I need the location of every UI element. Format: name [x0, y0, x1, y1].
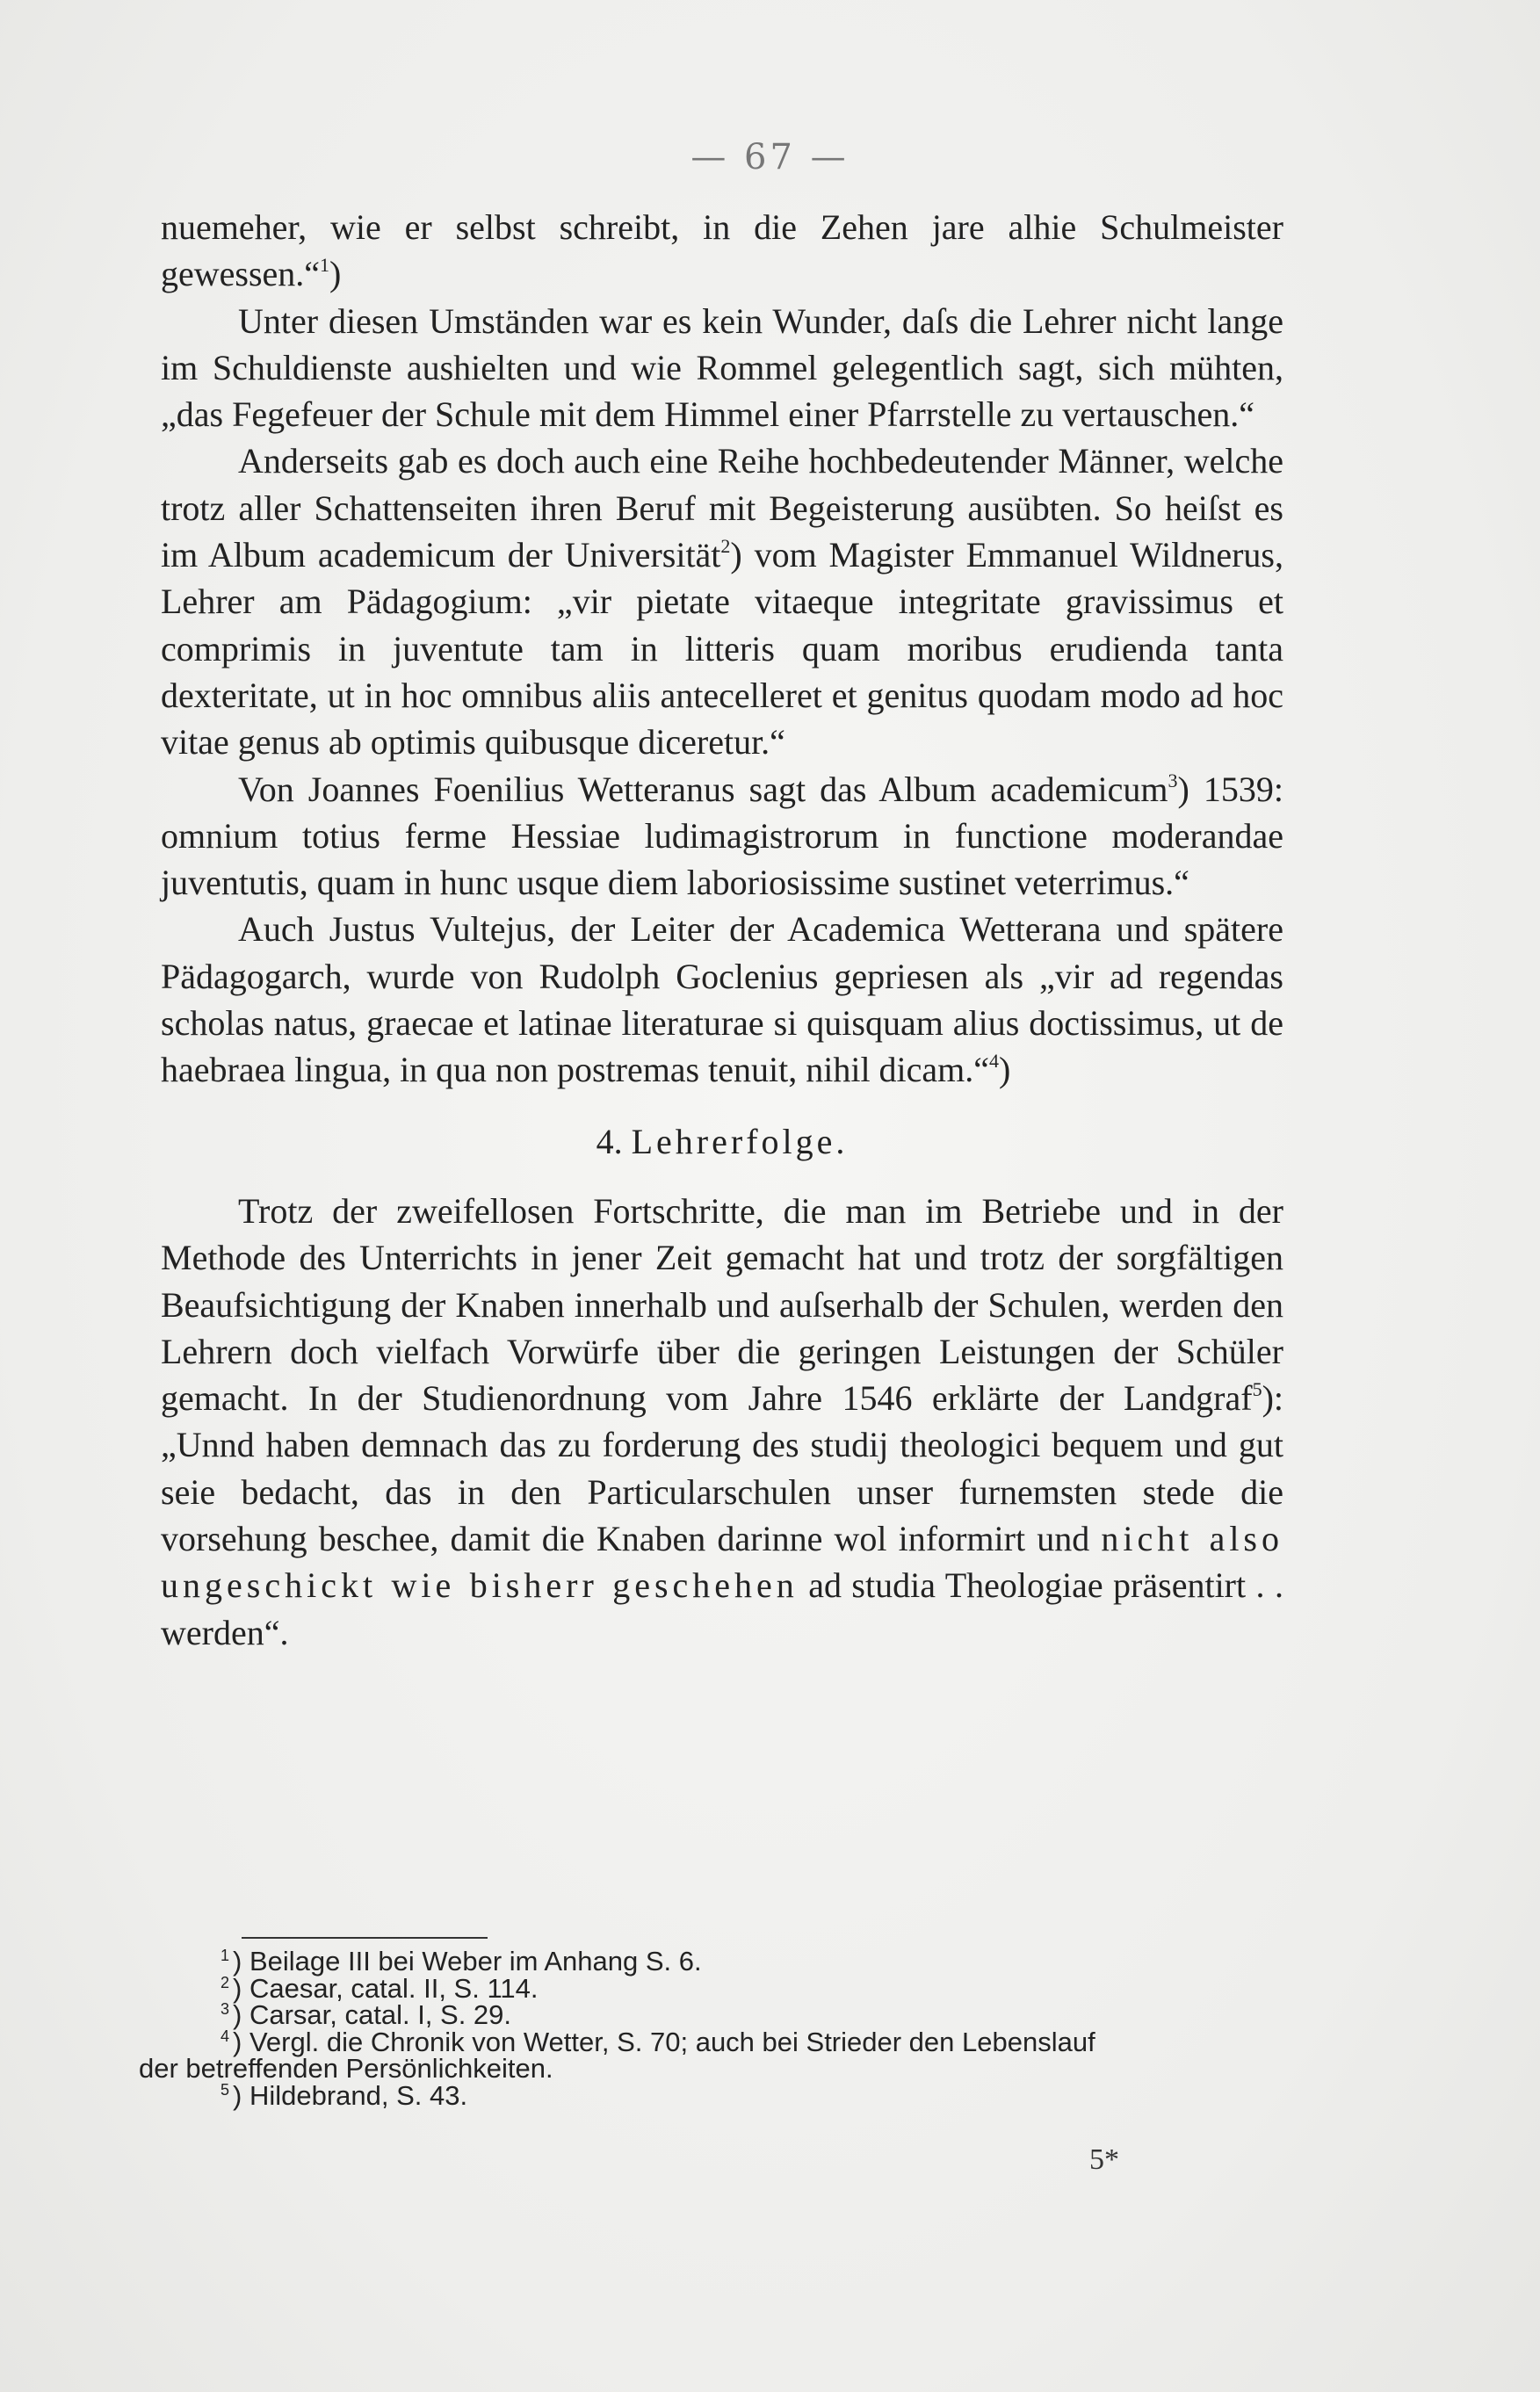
body-text — [161, 204, 1283, 1656]
text-run: ) vom Magister Emmanuel Wildnerus, Lehrer am Pädagogium: „vir pietate vitaeque integritate gravissimus et comprimis in juventute tam in litteris quam moribus erudienda tanta dexteritate, ut in hoc omnibus aliis antecelleret et genitus quodam modo ad hoc vitae genus ab optimis quibusque diceretur.“ — [161, 535, 1283, 762]
text-run: ): „Unnd haben demnach das zu forderung des studij theologici bequem und gut seie bedacht, das in den Particularschulen unser furnemsten stede die vorsehung beschee, damit die Knaben darinne wol informirt und — [161, 1378, 1283, 1559]
paragraph-3 — [161, 766, 1283, 907]
paragraph-4 — [161, 906, 1283, 1093]
footnote-mark: 5 — [221, 2080, 230, 2099]
signature-mark: 5* — [1089, 2143, 1119, 2176]
footnotes — [139, 1948, 1286, 2109]
footnote-text: Caesar, catal. II, S. 114. — [249, 1972, 539, 2004]
paragraph-0 — [161, 204, 1283, 298]
text-run: ) — [329, 254, 342, 294]
text-run: Von Joannes Foenilius Wetteranus sagt das Album academicum — [238, 769, 1168, 809]
footnote-text: Beilage III bei Weber im Anhang S. 6. — [249, 1946, 702, 1976]
footnote-separator — [242, 1937, 488, 1939]
footnote-3: $^3$ ) Carsar, catal. I, S. 29. — [221, 1999, 512, 2030]
footnote-ref-1[interactable]: 1 — [320, 254, 330, 277]
footnote-4-continuation: der betreffenden Persönlichkeiten. — [139, 2053, 553, 2084]
text-run: Anderseits gab es doch auch eine Reihe hochbedeutender Männer, welche trotz aller Schattenseiten ihren Beruf mit Begeisterung ausübten. So heiſst es im Album academicum der Universität — [161, 441, 1283, 575]
paragraph-2 — [161, 437, 1283, 765]
footnote-mark: 4 — [221, 2027, 230, 2045]
text-run: ad studia Theologiae präsentirt . . werden“. — [161, 1565, 1283, 1652]
footnote-ref-3[interactable]: 3 — [1168, 769, 1178, 791]
footnote-mark: 1 — [221, 1947, 230, 1964]
text-run: nuemeher, wie er selbst schreibt, in die Zehen jare alhie Schulmeister gewessen.“ — [161, 207, 1283, 294]
footnote-text: Hildebrand, S. 43. — [249, 2079, 468, 2111]
section-number: 4. — [596, 1121, 623, 1161]
footnote-1: $^1$ ) Beilage III bei Weber im Anhang S. 6. — [221, 1946, 702, 1976]
footnote-text: Vergl. die Chronik von Wetter, S. 70; auch bei Strieder den Lebenslauf — [249, 2026, 1095, 2057]
emphasized-text: nicht also ungeschickt wie bisherr geschehen — [161, 1519, 1283, 1606]
footnote-mark: 2 — [221, 1973, 230, 1991]
footnote-ref-5[interactable]: 5 — [1252, 1378, 1262, 1401]
footnote-mark: 3 — [221, 2000, 230, 2018]
footnote-text: Carsar, catal. I, S. 29. — [249, 1999, 512, 2030]
page-number: — 67 — — [690, 137, 850, 177]
footnote-5: $^5$ ) Hildebrand, S. 43. — [221, 2079, 468, 2111]
footnote-ref-2[interactable]: 2 — [720, 535, 731, 558]
text-run: ) — [999, 1050, 1011, 1090]
paragraph-1: Unter diesen Umständen war es kein Wunder, daſs die Lehrer nicht lange im Schuldienste aushielten und wie Rommel gelegentlich sagt, sich mühten, „das Fegefeuer der Schule mit dem Himmel einer Pfarrstelle zu vertauschen.“ — [161, 300, 1283, 435]
text-run: ) 1539: omnium totius ferme Hessiae ludimagistrorum in functione moderandae juventutis, quam in hunc usque diem laboriosissime sustinet veterrimus.“ — [161, 769, 1284, 903]
footnote-2: $^2$ ) Caesar, catal. II, S. 114. — [221, 1972, 539, 2004]
paragraph-5 — [161, 1188, 1283, 1656]
footnote-4: $^4$ ) Vergl. die Chronik von Wetter, S. 70; auch bei Strieder den Lebenslauf — [221, 2026, 1095, 2057]
text-run: Trotz der zweifellosen Fortschritte, die man im Betriebe und in der Methode des Unterrichts in jener Zeit gemacht hat und trotz der sorgfältigen Beaufsichtigung der Knaben innerhalb und auſserhalb der Schulen, werden den Lehrern doch vielfach Vorwürfe über die geringen Leistungen der Schüler gemacht. In der Studienordnung vom Jahre 1546 erklärte der Landgraf — [161, 1190, 1283, 1419]
text-run: Auch Justus Vultejus, der Leiter der Academica Wetterana und spätere Pädagogarch, wurde von Rudolph Goclenius gepriesen als „vir ad regendas scholas natus, graecae et latinae literaturae si quisquam alius doctissimus, ut de haebraea lingua, in qua non postremas tenuit, nihil dicam.“ — [161, 909, 1283, 1090]
footnote-ref-4[interactable]: 4 — [989, 1050, 1000, 1073]
section-title: Lehrerfolge. — [631, 1121, 849, 1161]
section-heading — [161, 1118, 1283, 1165]
